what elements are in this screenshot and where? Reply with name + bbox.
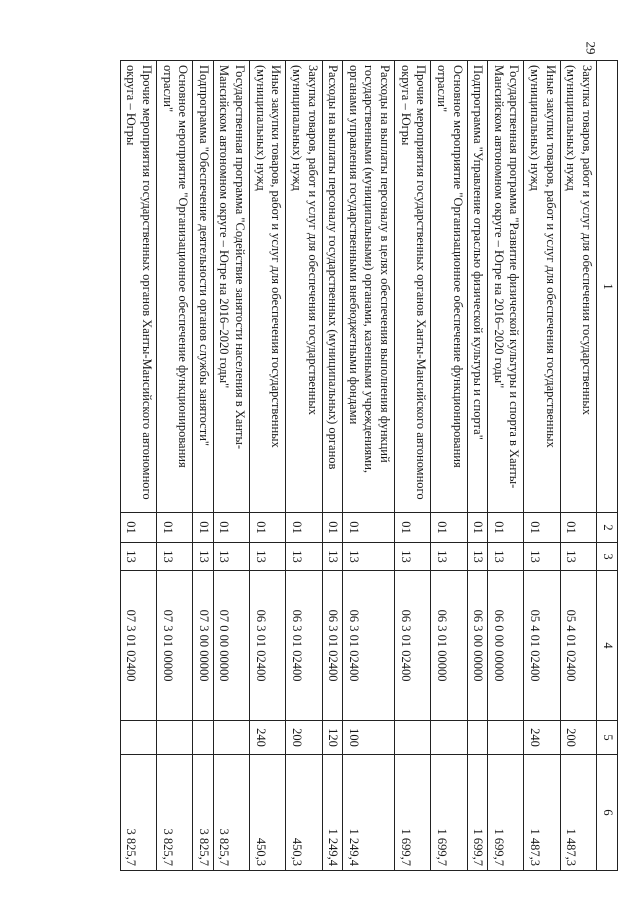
row-name: Подпрограмма "Обеспечение деятельности органов службы занятости" [193, 61, 214, 513]
row-name: Прочие мероприятия государственных органов Ханты-Мансийского автономного округа – Югры [395, 61, 431, 513]
row-amount: 1 699,7 [488, 755, 524, 871]
row-pr: 13 [193, 543, 214, 571]
row-csr: 06 3 01 02400 [250, 571, 286, 721]
table-row [524, 61, 560, 871]
row-vr [488, 721, 524, 755]
row-amount: 450,3 [250, 755, 286, 871]
table-row [467, 61, 488, 871]
row-name: Закупка товаров, работ и услуг для обеспечения государственных (муниципальных) нужд [560, 61, 596, 513]
row-name: Иные закупки товаров, работ и услуг для обеспечения государственных (муниципальных) нужд [524, 61, 560, 513]
row-pr: 13 [395, 543, 431, 571]
row-pr: 13 [560, 543, 596, 571]
row-csr: 06 3 01 02400 [395, 571, 431, 721]
row-csr: 06 3 00 00000 [467, 571, 488, 721]
page-number: 29 [583, 41, 599, 55]
header-row [597, 61, 618, 871]
table-row [395, 61, 431, 871]
row-rz: 01 [524, 513, 560, 543]
row-name: Прочие мероприятия государственных органов Ханты-Мансийского автономного округа – Югры [120, 61, 156, 513]
table-row [193, 61, 214, 871]
row-rz: 01 [343, 513, 395, 543]
row-amount: 1 249,4 [343, 755, 395, 871]
header-col-3: 3 [597, 543, 618, 571]
row-vr: 120 [322, 721, 343, 755]
table-row [343, 61, 395, 871]
row-name: Государственная программа "Содействие занятости населения в Ханты-Мансийском автономном округе – Югре на 2016–2020 годы" [213, 61, 249, 513]
row-pr: 13 [488, 543, 524, 571]
row-vr: 100 [343, 721, 395, 755]
row-pr: 13 [250, 543, 286, 571]
table-row [250, 61, 286, 871]
row-rz: 01 [213, 513, 249, 543]
table-row [157, 61, 193, 871]
row-vr [395, 721, 431, 755]
row-rz: 01 [286, 513, 322, 543]
row-csr: 07 3 00 00000 [193, 571, 214, 721]
row-pr: 13 [213, 543, 249, 571]
row-csr: 06 0 00 00000 [488, 571, 524, 721]
table-row [120, 61, 156, 871]
row-rz: 01 [120, 513, 156, 543]
row-amount: 3 825,7 [193, 755, 214, 871]
row-rz: 01 [322, 513, 343, 543]
row-name: Закупка товаров, работ и услуг для обеспечения государственных (муниципальных) нужд [286, 61, 322, 513]
row-rz: 01 [193, 513, 214, 543]
row-csr: 06 3 01 02400 [286, 571, 322, 721]
row-csr: 07 3 01 02400 [120, 571, 156, 721]
row-vr: 240 [250, 721, 286, 755]
table-row [488, 61, 524, 871]
row-vr [120, 721, 156, 755]
row-vr [431, 721, 467, 755]
row-csr: 05 4 01 02400 [560, 571, 596, 721]
row-vr [213, 721, 249, 755]
row-amount: 1 699,7 [431, 755, 467, 871]
row-vr: 200 [286, 721, 322, 755]
row-amount: 1 699,7 [467, 755, 488, 871]
budget-table [120, 60, 618, 871]
row-rz: 01 [431, 513, 467, 543]
row-amount: 3 825,7 [120, 755, 156, 871]
row-vr: 240 [524, 721, 560, 755]
header-col-1: 1 [597, 61, 618, 513]
row-pr: 13 [322, 543, 343, 571]
row-name: Расходы на выплаты персоналу в целях обеспечения выполнения функций государственными (муниципальными) органами, казенными учреждениями, органами управления государственными внебюджетными фондами [343, 61, 395, 513]
row-pr: 13 [467, 543, 488, 571]
row-name: Подпрограмма "Управление отраслью физической культуры и спорта" [467, 61, 488, 513]
row-pr: 13 [157, 543, 193, 571]
row-rz: 01 [560, 513, 596, 543]
row-name: Иные закупки товаров, работ и услуг для обеспечения государственных (муниципальных) нужд [250, 61, 286, 513]
row-csr: 07 0 00 00000 [213, 571, 249, 721]
row-csr: 06 3 01 02400 [322, 571, 343, 721]
row-pr: 13 [120, 543, 156, 571]
row-amount: 1 487,3 [524, 755, 560, 871]
row-name: Государственная программа "Развитие физической культуры и спорта в Ханты-Мансийском автономном округе – Югре на 2016–2020 годы" [488, 61, 524, 513]
row-amount: 3 825,7 [157, 755, 193, 871]
table-row [322, 61, 343, 871]
row-name: Основное мероприятие "Организационное обеспечение функционирования отрасли" [157, 61, 193, 513]
row-vr [193, 721, 214, 755]
row-vr [157, 721, 193, 755]
header-col-6: 6 [597, 755, 618, 871]
row-pr: 13 [431, 543, 467, 571]
row-csr: 07 3 01 00000 [157, 571, 193, 721]
row-vr: 200 [560, 721, 596, 755]
table-row [213, 61, 249, 871]
row-rz: 01 [488, 513, 524, 543]
row-amount: 1 699,7 [395, 755, 431, 871]
row-pr: 13 [343, 543, 395, 571]
row-amount: 450,3 [286, 755, 322, 871]
row-vr [467, 721, 488, 755]
row-rz: 01 [395, 513, 431, 543]
row-rz: 01 [250, 513, 286, 543]
header-col-5: 5 [597, 721, 618, 755]
table-row [431, 61, 467, 871]
row-amount: 1 487,3 [560, 755, 596, 871]
row-rz: 01 [157, 513, 193, 543]
row-pr: 13 [286, 543, 322, 571]
row-amount: 1 249,4 [322, 755, 343, 871]
header-col-4: 4 [597, 571, 618, 721]
row-amount: 3 825,7 [213, 755, 249, 871]
row-csr: 06 3 01 02400 [343, 571, 395, 721]
row-pr: 13 [524, 543, 560, 571]
budget-table-container [98, 60, 618, 870]
row-csr: 05 4 01 02400 [524, 571, 560, 721]
row-name: Основное мероприятие "Организационное обеспечение функционирования отрасли" [431, 61, 467, 513]
table-row [560, 61, 596, 871]
row-rz: 01 [467, 513, 488, 543]
row-name: Расходы на выплаты персоналу государственных (муниципальных) органов [322, 61, 343, 513]
header-col-2: 2 [597, 513, 618, 543]
row-csr: 06 3 01 00000 [431, 571, 467, 721]
table-row [286, 61, 322, 871]
